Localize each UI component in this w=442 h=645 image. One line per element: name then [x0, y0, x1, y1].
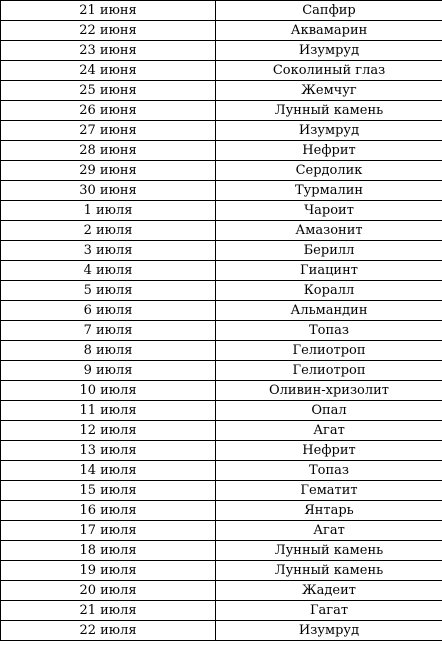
table-row — [1, 21, 442, 41]
table-row — [1, 601, 442, 621]
stone-cell: Опал — [216, 401, 442, 421]
date-cell: 8 июля — [1, 341, 216, 361]
date-cell: 21 июля — [1, 601, 216, 621]
stone-cell: Изумруд — [216, 621, 442, 641]
date-cell: 27 июня — [1, 121, 216, 141]
date-cell: 10 июля — [1, 381, 216, 401]
date-cell: 30 июня — [1, 181, 216, 201]
date-cell: 23 июня — [1, 41, 216, 61]
table-row — [1, 241, 442, 261]
stone-cell: Изумруд — [216, 121, 442, 141]
stone-cell: Гематит — [216, 481, 442, 501]
date-cell: 5 июля — [1, 281, 216, 301]
table-row — [1, 101, 442, 121]
stone-cell: Гелиотроп — [216, 341, 442, 361]
stone-cell: Агат — [216, 521, 442, 541]
table-row — [1, 421, 442, 441]
date-cell: 22 июля — [1, 621, 216, 641]
stone-cell: Нефрит — [216, 441, 442, 461]
date-cell: 18 июля — [1, 541, 216, 561]
table-row — [1, 181, 442, 201]
stone-cell: Сердолик — [216, 161, 442, 181]
stone-cell: Лунный камень — [216, 541, 442, 561]
table-row — [1, 261, 442, 281]
table-row — [1, 521, 442, 541]
table-row — [1, 201, 442, 221]
stone-cell: Аквамарин — [216, 21, 442, 41]
table-row — [1, 621, 442, 641]
table-row — [1, 161, 442, 181]
table-row — [1, 141, 442, 161]
table-row — [1, 1, 442, 21]
stone-cell: Лунный камень — [216, 101, 442, 121]
table-row — [1, 481, 442, 501]
date-cell: 16 июля — [1, 501, 216, 521]
table-row — [1, 301, 442, 321]
stone-cell: Топаз — [216, 461, 442, 481]
stone-cell: Чароит — [216, 201, 442, 221]
table-body — [1, 1, 442, 641]
date-cell: 20 июля — [1, 581, 216, 601]
date-cell: 11 июля — [1, 401, 216, 421]
stone-cell: Коралл — [216, 281, 442, 301]
table-row — [1, 541, 442, 561]
date-cell: 13 июля — [1, 441, 216, 461]
date-cell: 22 июня — [1, 21, 216, 41]
stone-cell: Агат — [216, 421, 442, 441]
table-row — [1, 221, 442, 241]
stone-cell: Оливин-хризолит — [216, 381, 442, 401]
stone-cell: Турмалин — [216, 181, 442, 201]
table-row — [1, 461, 442, 481]
date-cell: 3 июля — [1, 241, 216, 261]
date-cell: 12 июля — [1, 421, 216, 441]
date-cell: 19 июля — [1, 561, 216, 581]
table-row — [1, 321, 442, 341]
table-row — [1, 581, 442, 601]
stone-cell: Амазонит — [216, 221, 442, 241]
table-row — [1, 381, 442, 401]
date-cell: 2 июля — [1, 221, 216, 241]
table-row — [1, 361, 442, 381]
date-cell: 9 июля — [1, 361, 216, 381]
stone-cell: Соколиный глаз — [216, 61, 442, 81]
stone-cell: Берилл — [216, 241, 442, 261]
stone-cell: Жадеит — [216, 581, 442, 601]
date-cell: 28 июня — [1, 141, 216, 161]
date-cell: 21 июня — [1, 1, 216, 21]
stone-cell: Нефрит — [216, 141, 442, 161]
date-cell: 29 июня — [1, 161, 216, 181]
stone-cell: Сапфир — [216, 1, 442, 21]
stone-cell: Альмандин — [216, 301, 442, 321]
stone-cell: Лунный камень — [216, 561, 442, 581]
stone-cell: Топаз — [216, 321, 442, 341]
date-cell: 4 июля — [1, 261, 216, 281]
date-cell: 25 июня — [1, 81, 216, 101]
table-row — [1, 401, 442, 421]
date-cell: 7 июля — [1, 321, 216, 341]
date-cell: 26 июня — [1, 101, 216, 121]
stone-cell: Гиацинт — [216, 261, 442, 281]
date-cell: 15 июля — [1, 481, 216, 501]
date-cell: 17 июля — [1, 521, 216, 541]
stone-cell: Гагат — [216, 601, 442, 621]
table-row — [1, 281, 442, 301]
table-row — [1, 41, 442, 61]
table-row — [1, 501, 442, 521]
table-row — [1, 121, 442, 141]
date-cell: 1 июля — [1, 201, 216, 221]
stone-cell: Изумруд — [216, 41, 442, 61]
table-row — [1, 341, 442, 361]
table-row — [1, 441, 442, 461]
table-row — [1, 561, 442, 581]
stone-cell: Жемчуг — [216, 81, 442, 101]
stone-cell: Янтарь — [216, 501, 442, 521]
table-row — [1, 61, 442, 81]
table-row — [1, 81, 442, 101]
date-cell: 6 июля — [1, 301, 216, 321]
date-cell: 24 июня — [1, 61, 216, 81]
stone-cell: Гелиотроп — [216, 361, 442, 381]
date-cell: 14 июля — [1, 461, 216, 481]
